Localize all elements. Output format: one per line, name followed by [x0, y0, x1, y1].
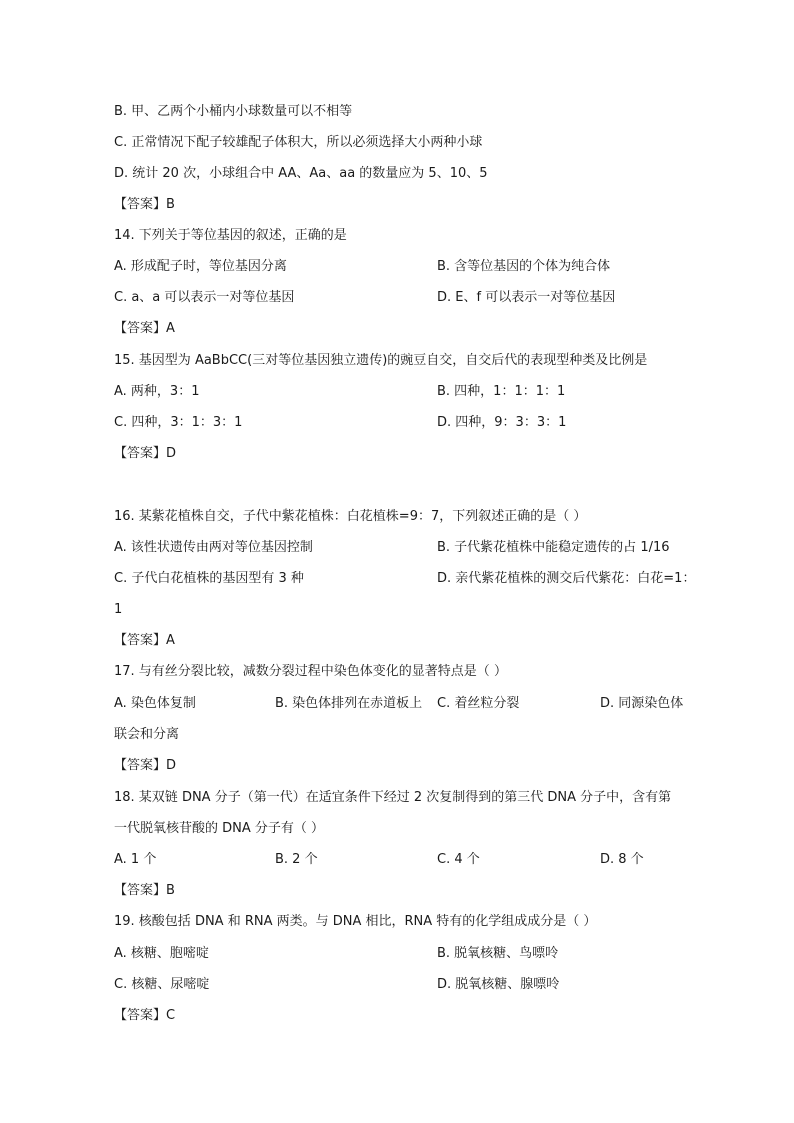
q14-option-a: A. 形成配子时，等位基因分离 [114, 259, 287, 274]
answer-label: 【答案】 [114, 758, 167, 773]
q17-option-a: A. 染色体复制 [114, 696, 196, 711]
q17-option-d-continuation: 联会和分离 [114, 727, 180, 742]
q16-option-d: D. 亲代紫花植株的测交后代紫花：白花=1： [437, 571, 696, 586]
answer-value: B [166, 883, 175, 898]
answer-label: 【答案】 [114, 446, 167, 461]
q14-stem: 14. 下列关于等位基因的叙述，正确的是 [114, 228, 347, 243]
answer-value: D [166, 758, 177, 773]
q13-option-c: C. 正常情况下配子较雄配子体积大，所以必须选择大小两种小球 [114, 135, 483, 150]
q18-answer [114, 883, 175, 899]
q18-option-c: C. 4 个 [437, 852, 480, 867]
q19-option-c: C. 核糖、尿嘧啶 [114, 977, 210, 992]
answer-value: C [166, 1008, 176, 1023]
q18-stem: 18. 某双链 DNA 分子（第一代）在适宜条件下经过 2 次复制得到的第三代 DNA 分子中，含有第 [114, 790, 672, 805]
q14-answer [114, 321, 175, 337]
answer-value: D [166, 446, 177, 461]
q15-answer [114, 446, 176, 462]
q18-option-b: B. 2 个 [275, 852, 318, 867]
answer-label: 【答案】 [114, 883, 167, 898]
q14-option-d: D. E、f 可以表示一对等位基因 [437, 290, 616, 305]
q15-option-d: D. 四种，9：3：3：1 [437, 415, 567, 430]
q13-option-b: B. 甲、乙两个小桶内小球数量可以不相等 [114, 104, 353, 119]
answer-label: 【答案】 [114, 321, 167, 336]
q16-stem: 16. 某紫花植株自交，子代中紫花植株：白花植株=9：7，下列叙述正确的是（ ） [114, 509, 587, 524]
q14-option-b: B. 含等位基因的个体为纯合体 [437, 259, 611, 274]
q13-answer [114, 197, 175, 213]
q16-option-d-continuation: 1 [114, 602, 123, 617]
answer-value: A [166, 633, 175, 648]
q17-option-d: D. 同源染色体 [600, 696, 684, 711]
q13-option-d: D. 统计 20 次，小球组合中 AA、Aa、aa 的数量应为 5、10、5 [114, 166, 488, 181]
q15-stem: 15. 基因型为 AaBbCC(三对等位基因独立遗传)的豌豆自交，自交后代的表现型种类及比例是 [114, 353, 648, 368]
q14-option-c: C. a、a 可以表示一对等位基因 [114, 290, 295, 305]
q15-option-a: A. 两种，3：1 [114, 384, 200, 399]
q17-stem: 17. 与有丝分裂比较，减数分裂过程中染色体变化的显著特点是（ ） [114, 664, 507, 679]
q16-option-a: A. 该性状遗传由两对等位基因控制 [114, 540, 313, 555]
q19-option-d: D. 脱氧核糖、腺嘌呤 [437, 977, 560, 992]
q16-option-b: B. 子代紫花植株中能稳定遗传的占 1/16 [437, 540, 670, 555]
q18-stem-continuation: 一代脱氧核苷酸的 DNA 分子有（ ） [114, 821, 325, 836]
q19-option-b: B. 脱氧核糖、鸟嘌呤 [437, 946, 559, 961]
q19-stem: 19. 核酸包括 DNA 和 RNA 两类。与 DNA 相比，RNA 特有的化学组成成分是（ ） [114, 914, 597, 929]
q15-option-c: C. 四种，3：1：3：1 [114, 415, 243, 430]
answer-value: A [166, 321, 175, 336]
q18-option-d: D. 8 个 [600, 852, 644, 867]
q19-answer [114, 1008, 175, 1024]
q19-option-a: A. 核糖、胞嘧啶 [114, 946, 209, 961]
q18-option-a: A. 1 个 [114, 852, 157, 867]
answer-label: 【答案】 [114, 633, 167, 648]
q17-option-b: B. 染色体排列在赤道板上 [275, 696, 423, 711]
q16-option-c: C. 子代白花植株的基因型有 3 种 [114, 571, 304, 586]
answer-label: 【答案】 [114, 197, 167, 212]
q17-option-c: C. 着丝粒分裂 [437, 696, 520, 711]
q17-answer [114, 758, 176, 774]
answer-label: 【答案】 [114, 1008, 167, 1023]
answer-value: B [166, 197, 175, 212]
q15-option-b: B. 四种，1：1：1：1 [437, 384, 566, 399]
q16-answer [114, 633, 175, 649]
